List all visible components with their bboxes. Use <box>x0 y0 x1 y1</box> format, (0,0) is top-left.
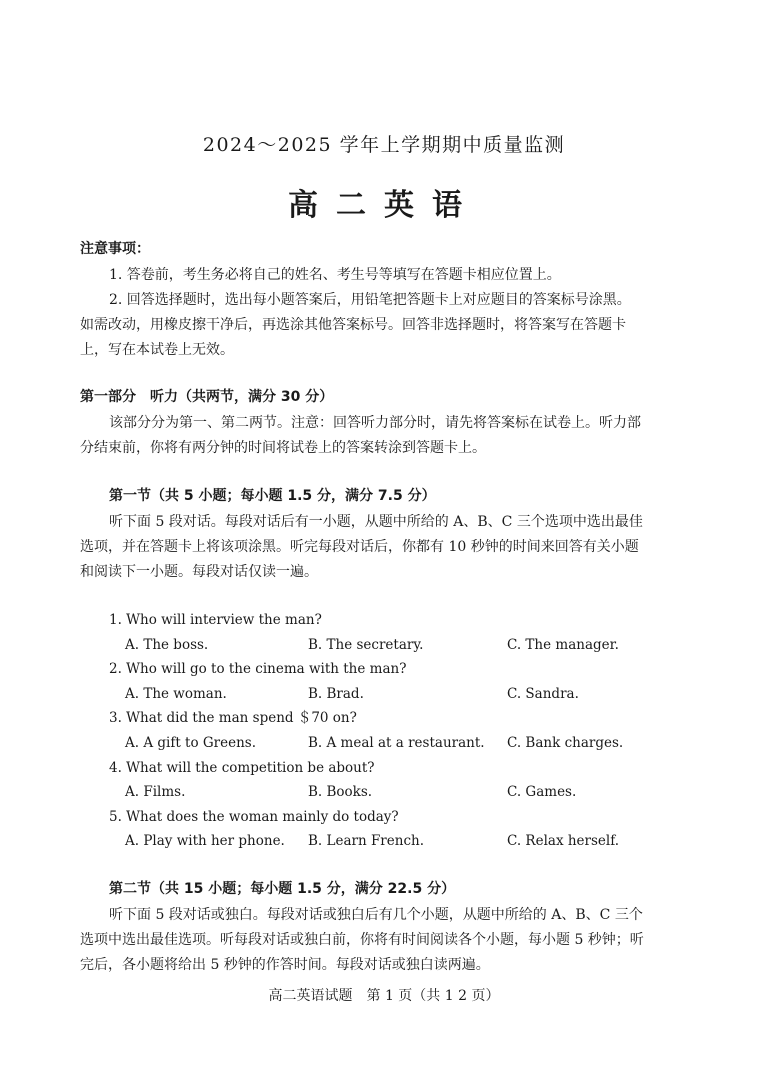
part1-heading: 第一部分 听力（共两节，满分 30 分） <box>80 389 334 405</box>
notice-item-2-line-2: 如需改动，用橡皮擦干净后，再选涂其他答案标号。回答非选择题时，将答案写在答题卡 <box>80 317 626 333</box>
option-5a: A. Play with her phone. <box>125 833 285 849</box>
question-1: 1. Who will interview the man? <box>109 612 322 628</box>
section2-desc-line-2: 选项中选出最佳选项。听每段对话或独白前，你将有时间阅读各个小题，每小题 5 秒钟；听 <box>80 932 644 948</box>
option-5b: B. Learn French. <box>308 833 424 849</box>
part1-desc-line-1: 该部分分为第一、第二两节。注意：回答听力部分时，请先将答案标在试卷上。听力部 <box>109 415 641 431</box>
option-5c: C. Relax herself. <box>507 833 620 849</box>
notice-item-2-line-1: 2. 回答选择题时，选出每小题答案后，用铅笔把答题卡上对应题目的答案标号涂黑。 <box>109 292 631 308</box>
section2-desc-line-3: 完后，各小题将给出 5 秒钟的作答时间。每段对话或独白读两遍。 <box>80 957 490 973</box>
option-3c: C. Bank charges. <box>507 735 624 751</box>
notice-item-2-line-3: 上，写在本试卷上无效。 <box>80 342 234 358</box>
question-2: 2. Who will go to the cinema with the man? <box>109 661 407 677</box>
page-footer: 高二英语试题 第 1 页（共 1 2 页） <box>268 988 500 1004</box>
notice-item-1: 1. 答卷前，考生务必将自己的姓名、考生号等填写在答题卡相应位置上。 <box>109 267 561 283</box>
option-1c: C. The manager. <box>507 637 619 653</box>
option-4a: A. Films. <box>125 784 186 800</box>
section1-heading: 第一节（共 5 小题；每小题 1.5 分，满分 7.5 分） <box>109 488 436 504</box>
option-4b: B. Books. <box>308 784 373 800</box>
question-5: 5. What does the woman mainly do today? <box>109 809 399 825</box>
section2-heading: 第二节（共 15 小题；每小题 1.5 分，满分 22.5 分） <box>109 881 456 897</box>
part1-desc-line-2: 分结束前，你将有两分钟的时间将试卷上的答案转涂到答题卡上。 <box>80 440 486 456</box>
option-1a: A. The boss. <box>125 637 209 653</box>
section2-desc-line-1: 听下面 5 段对话或独白。每段对话或独白后有几个小题，从题中所给的 A、B、C 三个 <box>109 907 643 923</box>
section1-desc-line-2: 选项，并在答题卡上将该项涂黑。听完每段对话后，你都有 10 秒钟的时间来回答有关小题 <box>80 539 639 555</box>
option-3a: A. A gift to Greens. <box>125 735 257 751</box>
notice-heading: 注意事项： <box>80 241 150 257</box>
option-3b: B. A meal at a restaurant. <box>308 735 485 751</box>
section1-desc-line-3: 和阅读下一小题。每段对话仅读一遍。 <box>80 564 318 580</box>
exam-title: 2024～2025 学年上学期期中质量监测 <box>202 134 566 156</box>
option-2c: C. Sandra. <box>507 686 579 702</box>
question-4: 4. What will the competition be about? <box>109 760 375 776</box>
option-2b: B. Brad. <box>308 686 364 702</box>
option-2a: A. The woman. <box>125 686 227 702</box>
option-1b: B. The secretary. <box>308 637 424 653</box>
section1-desc-line-1: 听下面 5 段对话。每段对话后有一小题，从题中所给的 A、B、C 三个选项中选出最佳 <box>109 514 643 530</box>
subject-title: 高二英语 <box>288 188 480 223</box>
question-3: 3. What did the man spend ＄70 on? <box>109 710 357 726</box>
option-4c: C. Games. <box>507 784 577 800</box>
